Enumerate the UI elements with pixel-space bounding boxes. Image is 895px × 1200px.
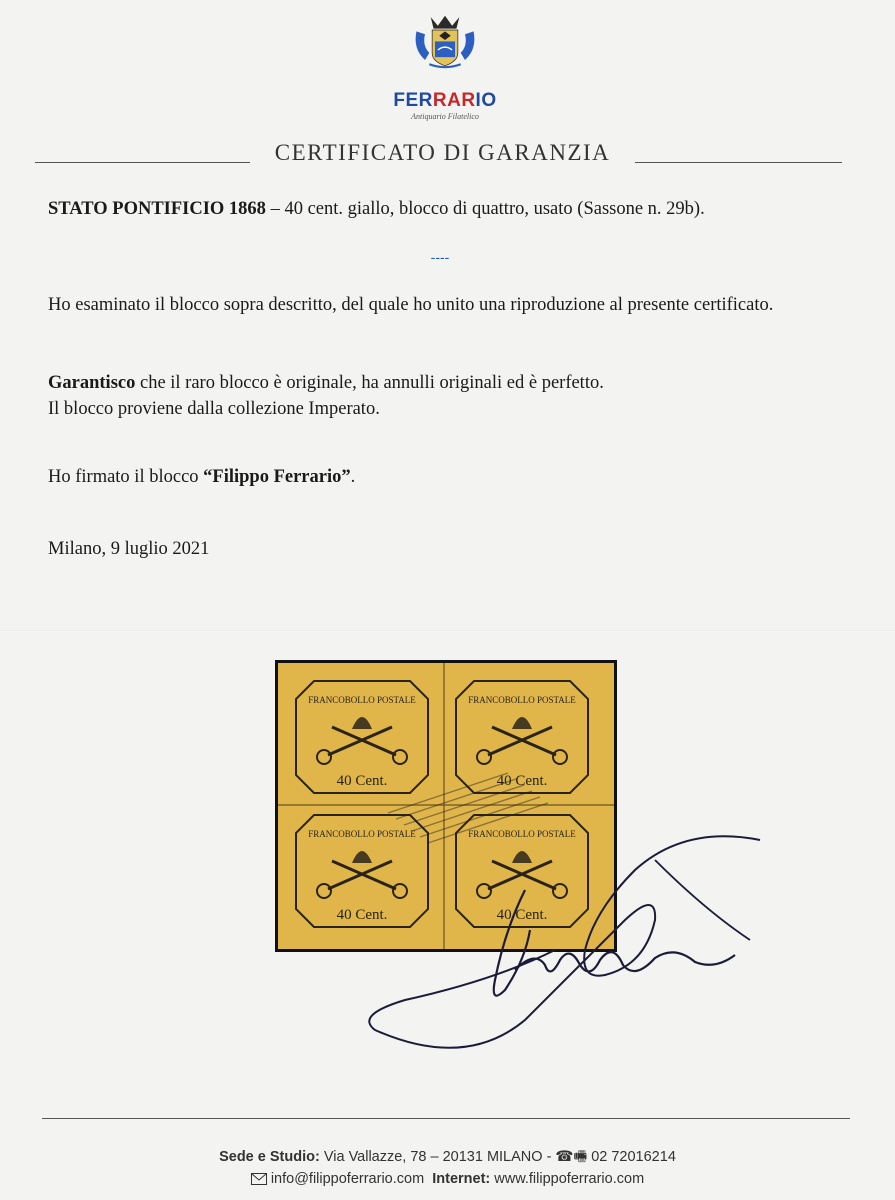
- footer-contacts: info@filippoferrario.com Internet: www.filippoferrario.com: [0, 1171, 895, 1187]
- stamp-value-text: 40 Cent.: [496, 907, 548, 923]
- page-fold: [0, 630, 895, 632]
- stamp-top-text: FRANCOBOLLO POSTALE: [308, 829, 416, 839]
- coat-of-arms-logo: [395, 10, 495, 90]
- footer-address: Sede e Studio: Via Vallazze, 78 – 20131 MILANO - ☎🖷 02 72016214: [219, 1149, 676, 1165]
- provenance-text: Il blocco proviene dalla collezione Imperato.: [48, 399, 380, 419]
- stamp-top-text: FRANCOBOLLO POSTALE: [468, 829, 576, 839]
- stamp-top-text: FRANCOBOLLO POSTALE: [308, 695, 416, 705]
- place-date: Milano, 9 luglio 2021: [48, 539, 210, 559]
- guarantee-bold: Garantisco: [48, 373, 136, 393]
- separator-dashes: ----: [430, 249, 450, 265]
- website-link[interactable]: www.filippoferrario.com: [490, 1171, 645, 1187]
- brand-name: FERRARIO: [393, 90, 497, 111]
- guarantee-text: che il raro blocco è originale, ha annulli originali ed è perfetto.: [135, 373, 604, 393]
- stamp-value-text: 40 Cent.: [336, 907, 388, 923]
- envelope-icon: [251, 1173, 267, 1185]
- examination-paragraph: Ho esaminato il blocco sopra descritto, del quale ho unito una riproduzione al presente certificato.: [48, 295, 774, 315]
- description-detail: – 40 cent. giallo, blocco di quattro, usato (Sassone n. 29b).: [265, 199, 705, 219]
- guarantee-paragraph: [48, 370, 833, 422]
- stamp-description: [48, 196, 833, 222]
- title-rule-right: [635, 162, 842, 163]
- brand-tagline: Antiquario Filatelico: [411, 112, 479, 121]
- stamp-value-text: 40 Cent.: [496, 773, 548, 789]
- handwritten-signature: [355, 830, 775, 1050]
- certificate-title: CERTIFICATO DI GARANZIA: [274, 140, 611, 165]
- description-heading: STATO PONTIFICIO 1868: [48, 199, 266, 219]
- email-link[interactable]: info@filippoferrario.com: [270, 1171, 425, 1187]
- signature-name: “Filippo Ferrario”: [203, 467, 351, 487]
- title-rule-left: [35, 162, 250, 163]
- stamp-top-text: FRANCOBOLLO POSTALE: [468, 695, 576, 705]
- stamp-value-text: 40 Cent.: [336, 773, 388, 789]
- footer-rule: [42, 1118, 850, 1119]
- signed-paragraph: Ho firmato il blocco “Filippo Ferrario”.: [48, 467, 356, 487]
